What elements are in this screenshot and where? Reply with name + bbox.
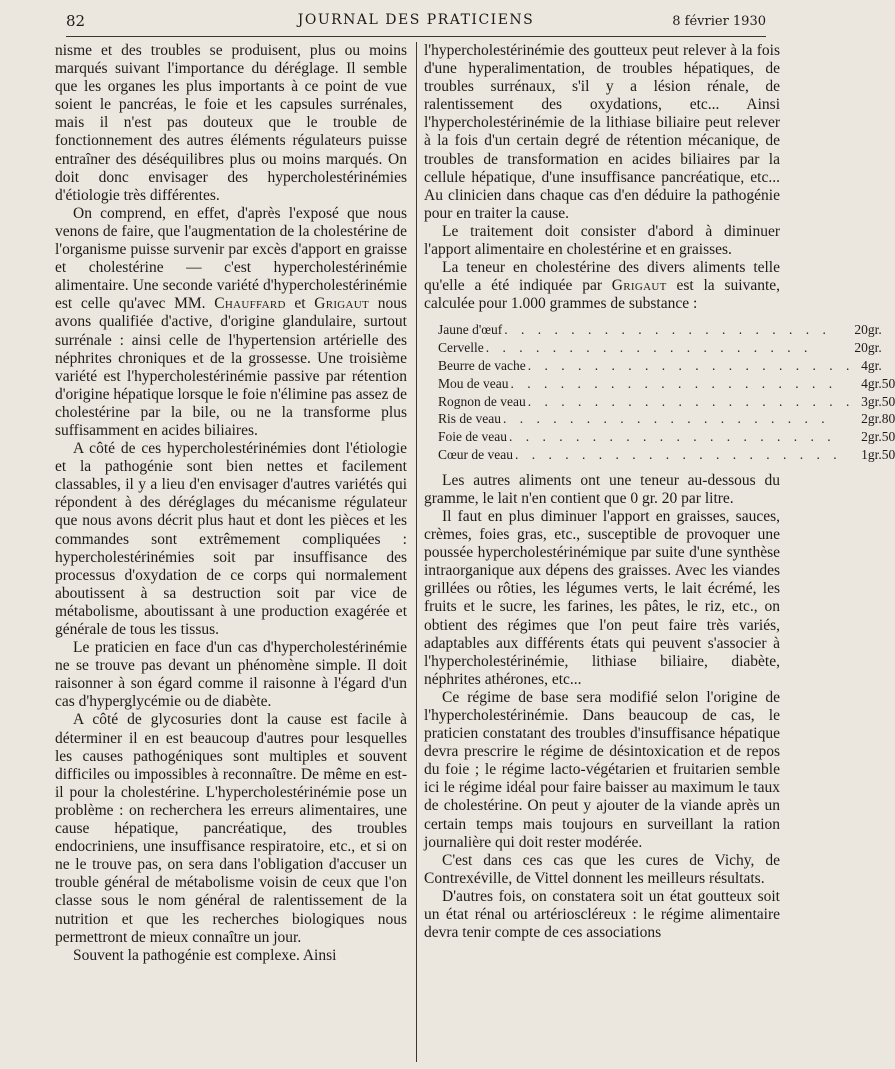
paragraph: Souvent la pathogénie est complexe. Ainsi (73, 946, 337, 964)
paragraph-text: nous avons qualifiée d'active, d'origine glandulaire, surtout surrénale : ainsi celle de l'hypertension artérielle des néphrites chroniques et de la grossesse. Une troisième variété est l'hypercholestérinémie passive par rétention d'origine hépatique lorsque le foie n'élimine pas assez de cholestérine par la bile, ou ne la transforme plus suffisamment en acides biliaires. (55, 295, 408, 439)
food-name: Cervelle (438, 340, 484, 356)
paragraph: Le traitement doit consister d'abord à diminuer l'apport alimentaire en cholestérine et en graisses. (424, 222, 780, 259)
grams-value: 4 (861, 358, 868, 373)
paragraph-text: On comprend, en effet, d'après l'exposé que nous venons de faire, que l'augmentation de la cholestérine de l'organisme puisse survenir par excès d'apport en graisse et cholestérine — c'est hypercholestérinémie alimentaire. Une seconde variété d'hypercholestérinémie est celle qu'avec MM. (55, 204, 407, 313)
leader-dots: . . . . . . . . . . . . . . . . . . . . (527, 393, 855, 409)
author-name: Grigaut (611, 277, 667, 295)
unit: gr. (867, 358, 882, 373)
grams-value: 4 (861, 375, 868, 391)
paragraph: Le praticien en face d'un cas d'hypercholestérinémie ne se trouve pas devant un phénomène simple. Il doit raisonner à son égard comme il raisonne à l'égard d'un cas d'hyperglycémie ou de diabète. (55, 639, 407, 711)
paragraph: Ce régime de base sera modifié selon l'origine de l'hypercholestérinémie. Dans beaucoup de cas, le praticien constatant des troubles d'insuffisance hépatique devra prescrire le régime de désintoxication et de repos du foie ; le régime lacto-végétarien et fruitarien semble ici le régime idéal pour faire baisser au maximum le taux de cholestérine. On peut y ajouter de la viande après un certain temps mais toujours en surveillant la ration journalière qui doit rester modérée. (424, 688, 780, 851)
leader-dots: . . . . . . . . . . . . . . . . . . . . (527, 358, 855, 373)
unit: gr. (867, 340, 882, 356)
paragraph (424, 259, 780, 313)
leader-dots: . . . . . . . . . . . . . . . . . . . . (514, 446, 842, 462)
paragraph: C'est dans ces cas que les cures de Vichy, de Contrexéville, de Vittel donnent les meilleurs résultats. (424, 851, 780, 887)
centigrams-value: 50 (881, 393, 895, 409)
leader-dots: . . . . . . . . . . . . . . . . . . . . (485, 340, 813, 356)
table-row (438, 393, 895, 411)
column-divider (416, 42, 417, 1062)
table-row (438, 339, 895, 357)
table-row (438, 410, 895, 428)
leader-dots: . . . . . . . . . . . . . . . . . . . . (508, 429, 836, 445)
centigrams-value (882, 357, 895, 375)
page-header (66, 10, 766, 37)
grams-value: 2 (861, 411, 868, 427)
page-number: 82 (66, 12, 86, 30)
centigrams-value: 50 (881, 446, 895, 462)
food-name: Foie de veau (438, 429, 507, 445)
unit: gr. (867, 375, 882, 391)
leader-dots: . . . . . . . . . . . . . . . . . . . . (510, 375, 838, 391)
table-row (438, 375, 895, 393)
paragraph-text: La teneur en cholestérine des divers aliments telle qu'elle a été indiquée par (424, 259, 780, 295)
cholesterol-content-table (438, 321, 895, 463)
paragraph-text: est la suivante, calculée pour 1.000 grammes de substance : (424, 277, 781, 313)
left-column (55, 42, 407, 965)
food-name: Ris de veau (438, 411, 501, 427)
conjunction: et (294, 295, 306, 313)
paragraph: Les autres aliments ont une teneur au-dessous du gramme, le lait n'en contient que 0 gr. 20 par litre. (424, 471, 780, 507)
table-row (438, 446, 895, 464)
paragraph: Il faut en plus diminuer l'apport en graisses, sauces, crèmes, foies gras, etc., susceptible de provoquer une poussée hypercholestérinémique par suite d'une synthèse intraorganique aux dépens des graisses. Avec les viandes grillées ou rôties, les légumes verts, le lait écrémé, les fruits et le sucre, les farines, les pâtes, le riz, etc., on obtient des régimes que l'on peut faire très variés, adaptables aux différents états qui peuvent s'associer à l'hypercholestérinémie, lithiase biliaire, diabète, néphrites athérones, etc... (424, 507, 780, 688)
table-row (438, 428, 895, 446)
food-name: Rognon de veau (438, 393, 526, 409)
unit: gr. (867, 393, 882, 409)
unit: gr. (867, 446, 882, 462)
grams-value: 3 (861, 393, 868, 409)
grams-value: 20 (854, 340, 868, 356)
leader-dots: . . . . . . . . . . . . . . . . . . . . (503, 411, 830, 427)
centigrams-value: 50 (881, 375, 895, 391)
right-column (424, 42, 895, 942)
leader-dots: . . . . . . . . . . . . . . . . . . . . (504, 322, 831, 338)
grams-value: 2 (861, 429, 868, 445)
unit: gr. (867, 429, 882, 445)
unit: gr. (867, 411, 882, 427)
grams-value: 1 (861, 446, 868, 462)
paragraph: A côté de ces hypercholestérinémies dont l'étiologie et la pathogénie sont bien nettes et facilement classables, il y a lieu d'en envisager d'autres variétés qui répondent à des déréglages du mécanisme régulateur que nous avons décrit plus haut et dont les pièces et les commandes sont extrêmement compliquées : hypercholestérinémies soit par insuffisance des processus d'oxydation de ce corps qui normalement aboutissent à sa destruction soit par vice de métabolisme, aboutissant à une production exagérée et générale de tous les tissus. (55, 440, 407, 638)
journal-title: JOURNAL DES PRATICIENS (297, 12, 535, 28)
table-row (438, 357, 895, 375)
paragraph (55, 205, 407, 440)
grams-value: 20 (854, 322, 868, 338)
centigrams-value: 80 (881, 411, 895, 427)
paragraph: A côté de glycosuries dont la cause est facile à déterminer il en est beaucoup d'autres pour lesquelles les causes pathogéniques sont multiples et souvent difficiles ou impossibles à reconnaître. De même en est-il pour la cholestérine. L'hypercholestérinémie pose un problème : on recherchera les erreurs alimentaires, une cause hépatique, pancréatique, des troubles endocriniens, une insuffisance respiratoire, etc., et si on ne le trouve pas, on sera dans l'obligation d'accuser un trouble général de métabolisme voisin de ceux que l'on classe sous le nom général de ralentissement de la nutrition et que les recherches biologiques nous permettront de mieux connaître un jour. (55, 711, 407, 946)
table-row (438, 321, 895, 339)
food-name: Jaune d'œuf (438, 322, 503, 338)
centigrams-value (882, 321, 895, 339)
issue-date: 8 février 1930 (672, 14, 766, 29)
paragraph: l'hypercholestérinémie des goutteux peut relever à la fois d'une hyperalimentation, de troubles hépatiques, de troubles surrénaux, s'il y a lésion rénale, de ralentissement des oxydations, etc... Ainsi l'hypercholestérinémie de la lithiase biliaire peut relever à la fois d'un certain degré de rétention mécanique, de troubles de transformation en acides biliaires par la cellule hépatique, d'une insuffisance pancréatique, etc... Au clinicien dans chaque cas d'en déduire la pathogénie pour en traiter la cause. (424, 42, 780, 222)
centigrams-value (882, 339, 895, 357)
food-name: Cœur de veau (438, 446, 513, 462)
food-name: Beurre de vache (438, 358, 526, 373)
paragraph: nisme et des troubles se produisent, plus ou moins marqués suivant l'importance du déréglage. Il semble que les organes les plus importants à ce point de vue soient le pancréas, le foie et les capsules surrénales, mais il n'est pas douteux que le trouble de fonctionnement des autres éléments régulateurs puisse entraîner des déséquilibres plus ou moins marqués. On doit donc envisager des hypercholestérinémies d'étiologie très différentes. (55, 42, 407, 204)
unit: gr. (867, 322, 882, 338)
food-name: Mou de veau (438, 375, 509, 391)
paragraph: D'autres fois, on constatera soit un état goutteux soit un état rénal ou artérioscléreux : le régime alimentaire devra tenir compte de ces associations (424, 887, 780, 942)
author-name: Grigaut (314, 295, 370, 313)
author-name: Chauffard (214, 295, 286, 313)
centigrams-value: 50 (881, 429, 895, 445)
